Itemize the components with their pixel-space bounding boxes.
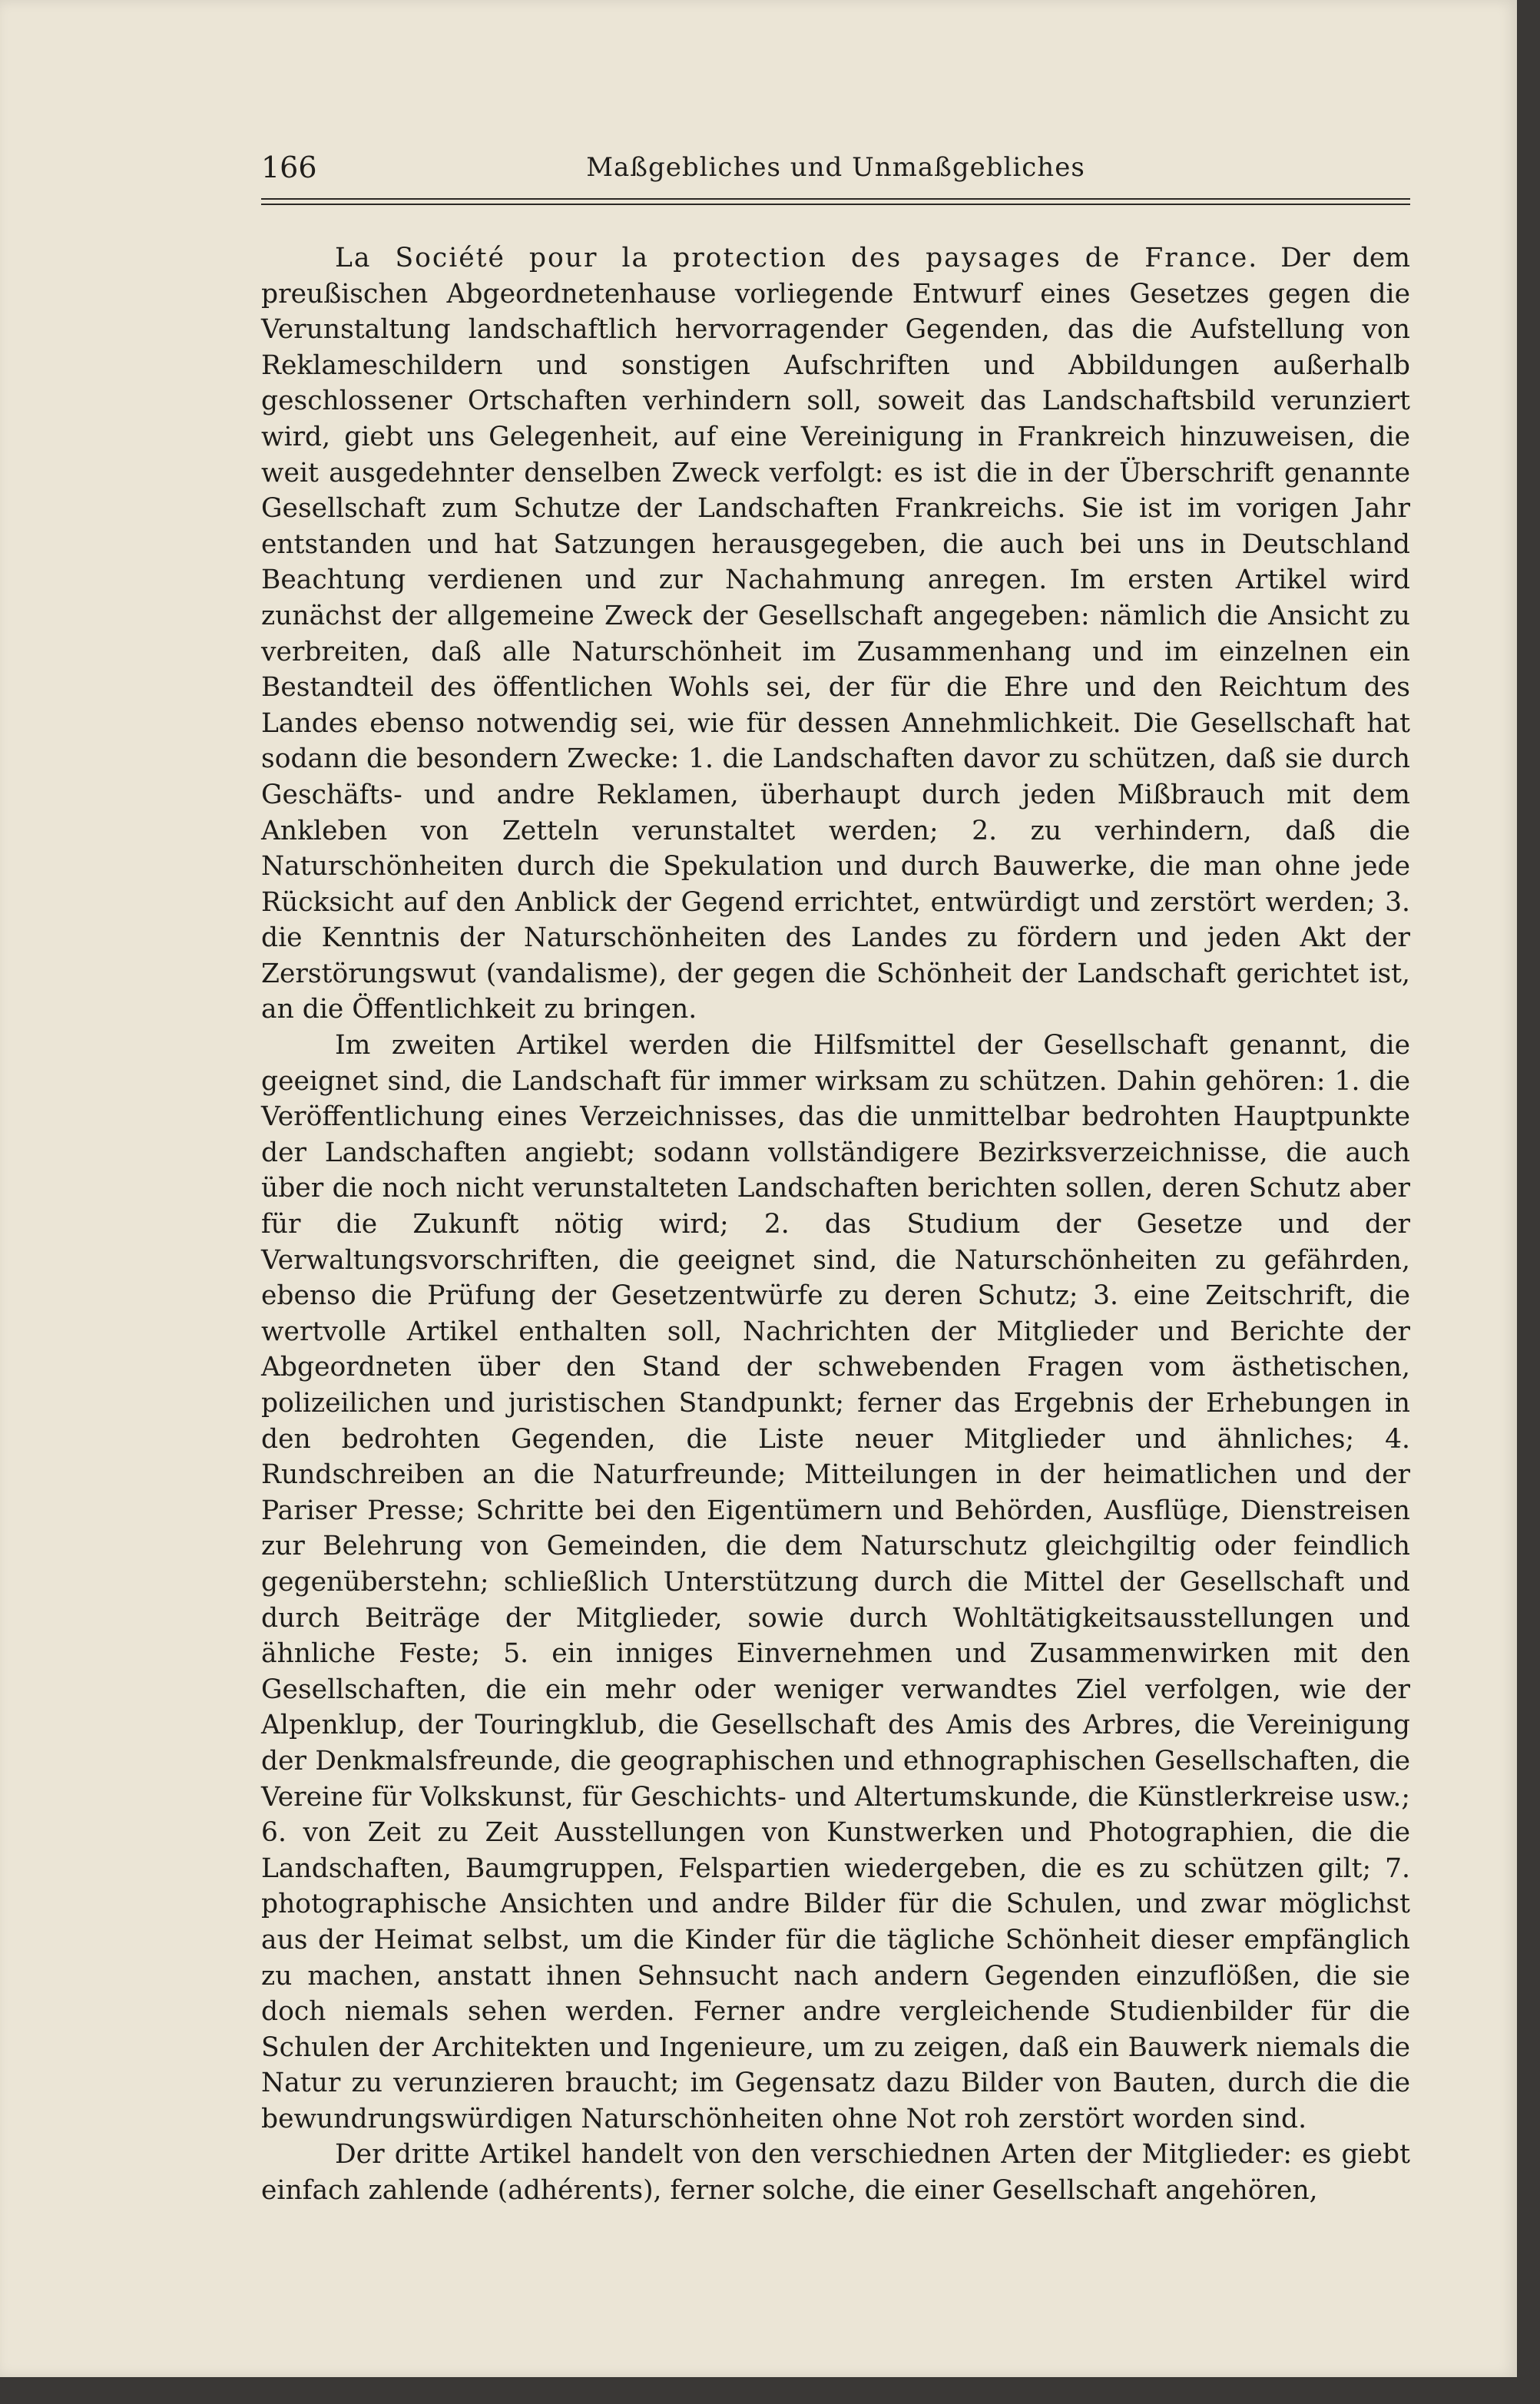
page-header — [261, 151, 1410, 198]
lead-in-title: La Société pour la protection des paysages de France. — [335, 243, 1259, 273]
paragraph-1-text: Der dem preußischen Abgeordnetenhause vorliegende Entwurf eines Gesetzes gegen die Verunstaltung landschaftlich hervorragender Gegenden, das die Aufstellung von Reklameschildern und sonstigen Aufschriften und Abbildungen außerhalb geschlossener Ortschaften verhindern soll, soweit das Landschaftsbild verunziert wird, giebt uns Gelegenheit, auf eine Vereinigung in Frankreich hinzuweisen, die weit ausgedehnter denselben Zweck verfolgt: es ist die in der Überschrift genannte Gesellschaft zum Schutze der Landschaften Frankreichs. Sie ist im vorigen Jahr entstanden und hat Satzungen herausgegeben, die auch bei uns in Deutschland Beachtung verdienen und zur Nachahmung anregen. Im ersten Artikel wird zunächst der allgemeine Zweck der Gesellschaft angegeben: nämlich die Ansicht zu verbreiten, daß alle Naturschönheit im Zusammenhang und im einzelnen ein Bestandteil des öffentlichen Wohls sei, der für die Ehre und den Reichtum des Landes ebenso notwendig sei, wie für dessen Annehmlichkeit. Die Gesellschaft hat sodann die besondern Zwecke: 1. die Landschaften davor zu schützen, daß sie durch Geschäfts- und andre Reklamen, überhaupt durch jeden Mißbrauch mit dem Ankleben von Zetteln verunstaltet werden; 2. zu verhindern, daß die Naturschönheiten durch die Spekulation und durch Bauwerke, die man ohne jede Rücksicht auf den Anblick der Gegend errichtet, entwürdigt und zerstört werden; 3. die Kenntnis der Naturschönheiten des Landes zu fördern und jeden Akt der Zerstörungswut (vandalisme), der gegen die Schönheit der Landschaft gerichtet ist, an die Öffentlichkeit zu bringen. — [261, 243, 1410, 1025]
running-title: Maßgebliches und Unmaßgebliches — [586, 152, 1085, 183]
header-rule-top — [261, 198, 1410, 200]
page-number: 166 — [261, 151, 317, 184]
header-rule-bottom — [261, 204, 1410, 205]
paragraph-2: Im zweiten Artikel werden die Hilfsmittel der Gesellschaft genannt, die geeignet sind, die Landschaft für immer wirksam zu schützen. Dahin gehören: 1. die Veröffentlichung eines Verzeichnisses, das die unmittelbar bedrohten Hauptpunkte der Landschaften angiebt; sodann vollständigere Bezirksverzeichnisse, die auch über die noch nicht verunstalteten Landschaften berichten sollen, deren Schutz aber für die Zukunft nötig wird; 2. das Studium der Gesetze und der Verwaltungsvorschriften, die geeignet sind, die Naturschönheiten zu gefährden, ebenso die Prüfung der Gesetzentwürfe zu deren Schutz; 3. eine Zeitschrift, die wertvolle Artikel enthalten soll, Nachrichten der Mitglieder und Berichte der Abgeordneten über den Stand der schwebenden Fragen vom ästhetischen, polizeilichen und juristischen Standpunkt; ferner das Ergebnis der Erhebungen in den bedrohten Gegenden, die Liste neuer Mitglieder und ähnliches; 4. Rundschreiben an die Naturfreunde; Mitteilungen in der heimatlichen und der Pariser Presse; Schritte bei den Eigentümern und Behörden, Ausflüge, Dienstreisen zur Belehrung von Gemeinden, die dem Naturschutz gleichgiltig oder feindlich gegenüberstehn; schließlich Unterstützung durch die Mittel der Gesellschaft und durch Beiträge der Mitglieder, sowie durch Wohltätigkeitsausstellungen und ähnliche Feste; 5. ein inniges Einvernehmen und Zusammenwirken mit den Gesellschaften, die ein mehr oder weniger verwandtes Ziel verfolgen, wie der Alpenklup, der Touringklub, die Gesellschaft des Amis des Arbres, die Vereinigung der Denkmalsfreunde, die geographischen und ethnographischen Gesellschaften, die Vereine für Volkskunst, für Geschichts- und Altertumskunde, die Künstlerkreise usw.; 6. von Zeit zu Zeit Ausstellungen von Kunstwerken und Photographien, die die Landschaften, Baumgruppen, Felspartien wiedergeben, die es zu schützen gilt; 7. photographische Ansichten und andre Bilder für die Schulen, und zwar möglichst aus der Heimat selbst, um die Kinder für die tägliche Schönheit dieser empfänglich zu machen, anstatt ihnen Sehnsucht nach andern Gegenden einzuflößen, die sie doch niemals sehen werden. Ferner andre vergleichende Studienbilder für die Schulen der Architekten und Ingenieure, um zu zeigen, daß ein Bauwerk niemals die Natur zu verunzieren braucht; im Gegensatz dazu Bilder von Bauten, durch die die bewundrungswürdigen Naturschönheiten ohne Not roh zerstört worden sind. — [261, 1030, 1410, 2134]
article-body — [261, 240, 1410, 2207]
paragraph-3: Der dritte Artikel handelt von den verschiednen Arten der Mitglieder: es giebt einfach zahlende (adhérents), ferner solche, die einer Gesellschaft angehören, — [261, 2139, 1410, 2207]
paragraph-1 — [261, 240, 1410, 1028]
